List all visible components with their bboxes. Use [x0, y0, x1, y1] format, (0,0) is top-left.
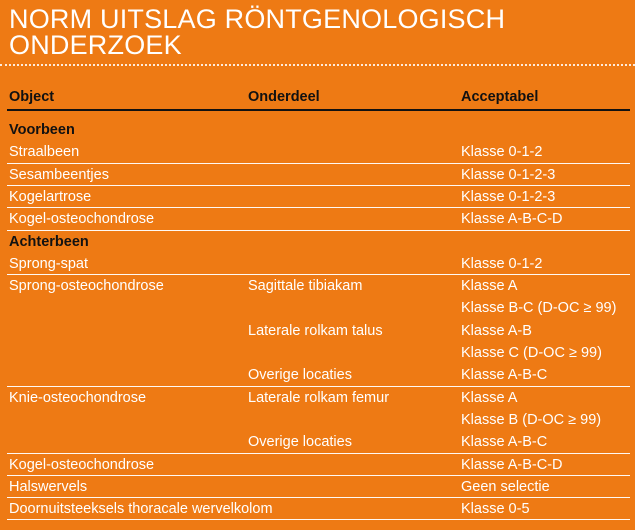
table-row: [0, 186, 635, 208]
cell-acceptable: Klasse A: [461, 278, 518, 295]
table-row: [0, 208, 635, 230]
table-row: [0, 253, 635, 275]
table-row: [0, 364, 635, 386]
cell-object: Sesambeentjes: [9, 166, 109, 183]
cell-object: Doornuitsteeksels thoracale wervelkolom: [9, 501, 273, 518]
table-row: [0, 141, 635, 163]
table-row: [0, 342, 635, 364]
row-divider: [7, 519, 630, 520]
cell-acceptable: Klasse 0-5: [461, 501, 530, 518]
cell-object: Sprong-spat: [9, 255, 88, 272]
cell-object: Halswervels: [9, 478, 88, 495]
cell-acceptable: Klasse 0-1-2: [461, 255, 543, 272]
cell-part: Overige locaties: [248, 367, 352, 384]
section-heading: [0, 231, 635, 253]
dotted-divider: [0, 64, 635, 66]
cell-acceptable: Klasse A-B-C-D: [461, 211, 563, 228]
cell-object: Kogelartrose: [9, 188, 92, 205]
cell-part: Sagittale tibiakam: [248, 278, 363, 295]
header-rule: [7, 109, 630, 111]
cell-acceptable: Geen selectie: [461, 478, 550, 495]
cell-acceptable: Klasse 0-1-2-3: [461, 166, 556, 183]
cell-acceptable: Klasse A-B: [461, 322, 532, 339]
cell-object: Kogel-osteochondrose: [9, 456, 155, 473]
cell-acceptable: Klasse 0-1-2-3: [461, 188, 556, 205]
cell-acceptable: Klasse A-B-C: [461, 367, 548, 384]
cell-object: Kogel-osteochondrose: [9, 211, 155, 228]
section-heading: [0, 119, 635, 141]
cell-acceptable: Klasse A: [461, 389, 518, 406]
cell-acceptable: Klasse 0-1-2: [461, 144, 543, 161]
cell-acceptable: Klasse B (D-OC ≥ 99): [461, 411, 602, 428]
page-title: NORM UITSLAG RÖNTGENOLOGISCH ONDERZOEK: [9, 4, 506, 60]
cell-acceptable: Klasse C (D-OC ≥ 99): [461, 345, 602, 361]
table-row: [0, 431, 635, 453]
column-header-object: Object: [9, 89, 55, 105]
table-row: [0, 275, 635, 297]
table-row: [0, 498, 635, 520]
cell-acceptable: Klasse A-B-C: [461, 434, 548, 451]
table-row: [0, 320, 635, 342]
cell-object: Knie-osteochondrose: [9, 389, 147, 406]
column-header-part: Onderdeel: [248, 89, 320, 105]
cell-part: Laterale rolkam talus: [248, 322, 383, 339]
section-label: Voorbeen: [9, 122, 75, 138]
cell-part: Overige locaties: [248, 434, 352, 451]
table-row: [0, 409, 635, 431]
column-header-acceptable: Acceptabel: [461, 89, 539, 105]
table-header: [0, 86, 635, 108]
table-row: [0, 454, 635, 476]
table-row: [0, 476, 635, 498]
table-row: [0, 164, 635, 186]
cell-object: Sprong-osteochondrose: [9, 278, 164, 295]
cell-object: Straalbeen: [9, 144, 80, 161]
table-row: [0, 297, 635, 319]
section-label: Achterbeen: [9, 233, 89, 250]
cell-acceptable: Klasse A-B-C-D: [461, 456, 563, 473]
table-row: [0, 387, 635, 409]
cell-acceptable: Klasse B-C (D-OC ≥ 99): [461, 300, 617, 317]
cell-part: Laterale rolkam femur: [248, 389, 390, 406]
